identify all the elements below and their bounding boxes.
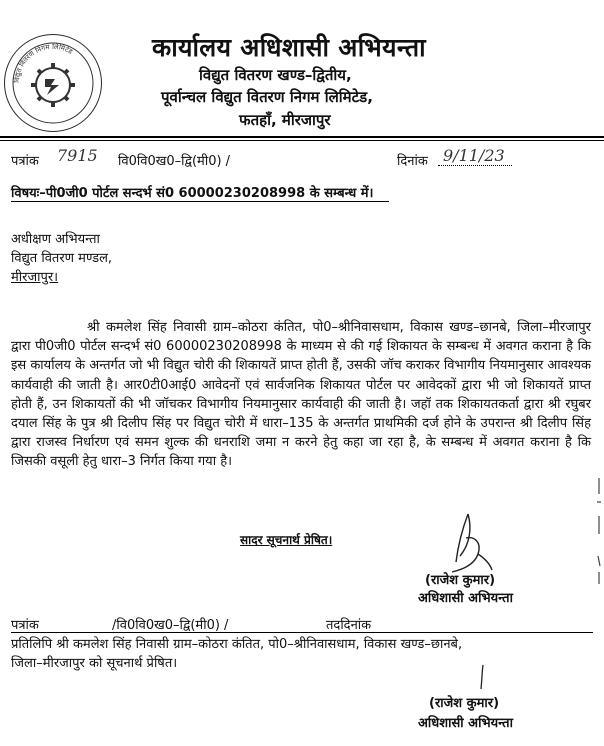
copy-signatory-name: (राजेश कुमार) (429, 696, 500, 711)
body-paragraph: श्री कमलेश सिंह निवासी ग्राम–कोठरा कंतित, पो0–श्रीनिवासधाम, विकास खण्ड–छानबे, जिला–मीरजापुर द्वारा पी0जी0 पोर्टल सन्दर्भ सं0 60000230208998 के माध्यम से की गई शिकायत के सम्बन्ध में अवगत कराना है कि इस कार्यालय के अन्तर्गत जो भी विद्युत चोरी की शिकायतें प्राप्त होती हैं, उसकी जॉच कराकर विभागीय नियमानुसार आवश्यक कार्यवाही की जाती है। आर0टी0आई0 आवेदनों एवं सार्वजनिक शिकायत पोर्टल पर आवेदकों द्वारा भी जो शिकायतें प्राप्त होती हैं, उन शिकायतों की भी जॉचकर विभागीय नियमानुसार कार्यवाही की जाती है। जहॉ तक शिकायतकर्ता द्वारा श्री रघुबर दयाल सिंह के पुत्र श्री दिलीप सिंह पर विद्युत चोरी में धारा–135 के अन्तर्गत प्राथमिकी दर्ज होने के उपरान्त श्री दिलीप सिंह द्वारा राजस्व निर्धारण एवं समन शुल्क की धनराशि जमा न करने हेतु कहा जा रहा है, के सम्बन्ध में अवगत कराना है कि जिसकी वसूली हेतु धारा–3 निर्गत किया गया है। (11, 320, 591, 470)
subject-underline (11, 201, 389, 202)
office-title: कार्यालय अधिशासी अभियन्ता (152, 33, 426, 62)
patrank-label: पत्रांक (11, 154, 39, 169)
addressee-line3: मीरजापुर। (11, 270, 59, 285)
seal-text: विद्युत वितरण निगम लिमिटेड (12, 42, 74, 84)
addressee-line1: अधीक्षण अभियन्ता (11, 232, 100, 247)
svg-text:विद्युत वितरण निगम लिमिटेड (12, 42, 74, 83)
signature-mark-icon (474, 664, 490, 690)
margin-mark-icon (595, 476, 603, 586)
signatory-designation: अधिशासी अभियन्ता (418, 591, 513, 606)
date-label: दिनांक (397, 154, 428, 169)
gear-seal-icon (4, 34, 102, 132)
closing-line: सादर सूचनार्थ प्रेषित। (240, 533, 333, 547)
signatory-name: (राजेश कुमार) (425, 573, 496, 588)
patrank-code: वि0वि0ख0–द्वि(मी0) / (118, 154, 231, 169)
copy-signatory-designation: अधिशासी अभियन्ता (418, 716, 513, 731)
patrank-number: 7915 (57, 146, 98, 165)
corporation-name: पूर्वान्चल विद्युत वितरण निगम लिमिटेड, (161, 88, 373, 106)
date-underline (438, 165, 512, 166)
addressee-line2: विद्युत वितरण मण्डल, (11, 251, 113, 266)
division-name: विद्युत वितरण खण्ड–द्वितीय, (199, 66, 352, 84)
date-value: 9/11/23 (443, 146, 505, 165)
office-location: फतहाँ, मीरजापुर (239, 111, 331, 129)
copy-text-line1: प्रतिलिपि श्री कमलेश सिंह निवासी ग्राम–कोठरा कंतित, पो0–श्रीनिवासधाम, विकास खण्ड–छानबे, (11, 637, 463, 652)
signature-icon (448, 512, 494, 574)
copy-patrank-code: /वि0वि0ख0–द्वि(मी0) / (112, 618, 229, 633)
copy-underline (11, 632, 593, 633)
header-divider (0, 136, 604, 138)
copy-date-label: तददिनांक (326, 618, 372, 633)
copy-text-line2: जिला–मीरजापुर को सूचनार्थ प्रेषित। (11, 656, 178, 671)
copy-patrank-label: पत्रांक (11, 618, 39, 633)
header-divider-thin (0, 140, 604, 141)
subject-line: विषयः–पी0जी0 पोर्टल सन्दर्भ सं0 60000230208998 के सम्बन्ध में। (11, 186, 374, 201)
